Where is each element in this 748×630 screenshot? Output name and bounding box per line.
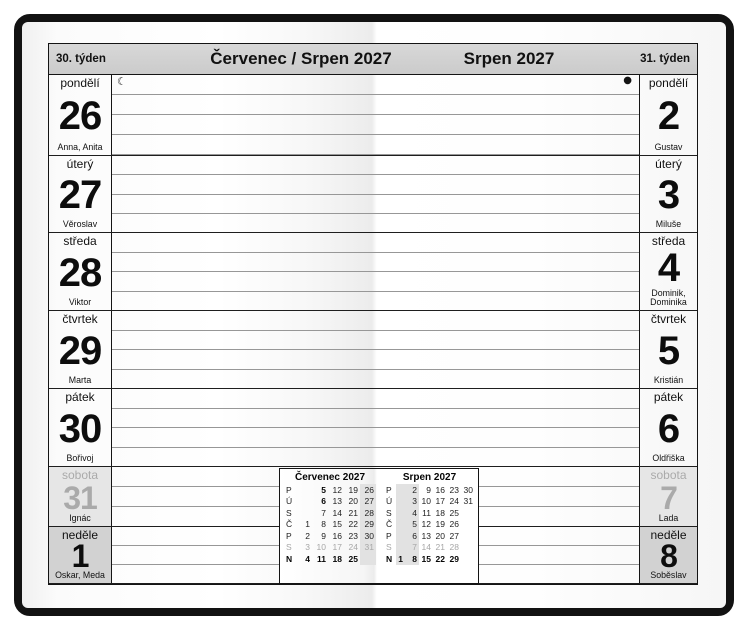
mini-calendar-date: 10 — [316, 542, 326, 552]
day-name-label: pátek — [65, 390, 95, 404]
weekday-abbrev: S — [386, 542, 392, 552]
note-line — [112, 350, 639, 370]
mini-calendars-box — [279, 468, 479, 584]
mini-calendar-date: 19 — [348, 484, 358, 495]
mini-calendar-week-row — [284, 484, 376, 496]
mini-calendar-date: 15 — [421, 553, 431, 564]
mini-calendar-week-row — [384, 507, 475, 519]
mini-calendar-week-row — [284, 519, 376, 531]
mini-calendar-date: 9 — [321, 530, 326, 541]
day-number: 29 — [58, 328, 102, 373]
mini-calendar-date: 30 — [360, 530, 376, 542]
mini-calendar-date: 28 — [449, 542, 459, 552]
mini-calendar-date: 9 — [426, 484, 431, 495]
mini-calendar-week-row — [384, 542, 475, 554]
name-day-label: Oldřiška — [652, 453, 685, 464]
mini-calendar-week-row — [384, 496, 475, 508]
mini-calendar-date: 12 — [332, 484, 342, 495]
day-number: 7 — [660, 480, 677, 517]
note-line — [112, 95, 639, 115]
mini-calendar-july — [280, 469, 380, 583]
mini-calendar-date: 5 — [321, 484, 326, 495]
name-day-label: Bořivoj — [66, 453, 94, 464]
day-cell-left-30 — [49, 389, 112, 466]
name-day-label: Kristián — [653, 375, 684, 386]
planner-content — [48, 43, 698, 585]
day-name-label: úterý — [655, 157, 682, 171]
mini-calendar-date: 4 — [305, 553, 310, 564]
mini-calendar-date: 27 — [360, 496, 376, 508]
mini-calendar-date: 31 — [360, 542, 376, 554]
note-line — [112, 115, 639, 135]
mini-calendar-date — [296, 496, 312, 508]
right-week-number: 31. týden — [640, 53, 690, 65]
mini-calendar-date: 2 — [305, 530, 310, 541]
mini-calendar-date: 19 — [435, 519, 445, 529]
day-cell-right-2 — [639, 75, 697, 155]
day-cell-right-8 — [639, 527, 697, 583]
day-name-label: pátek — [653, 390, 684, 404]
mini-calendar-date: 26 — [360, 484, 376, 496]
mini-calendar-date: 8 — [405, 553, 419, 565]
last-quarter-moon-icon: ☾ — [117, 75, 127, 88]
weekday-abbrev: N — [386, 553, 393, 564]
mini-calendar-date: 3 — [305, 542, 310, 552]
day-cell-right-3 — [639, 156, 697, 232]
name-day-label: Gustav — [654, 142, 683, 153]
note-line — [112, 253, 639, 273]
mini-calendar-date: 18 — [435, 507, 445, 518]
mini-calendar-date — [461, 519, 475, 531]
day-name-label: pondělí — [60, 76, 100, 90]
mini-calendar-date: 26 — [449, 519, 459, 529]
mini-calendar-date: 5 — [405, 519, 419, 531]
day-name-label: sobota — [61, 468, 99, 482]
name-day-label: Viktor — [68, 297, 92, 308]
weekday-abbrev: P — [286, 530, 292, 541]
note-line — [112, 389, 639, 409]
mini-calendar-week-row — [384, 484, 475, 496]
day-row-čtvrtek — [49, 311, 697, 389]
day-number: 27 — [58, 173, 102, 218]
note-line — [112, 175, 639, 194]
day-name-label: neděle — [650, 528, 687, 542]
mini-calendar-date — [296, 507, 312, 519]
weekday-abbrev: N — [286, 553, 293, 564]
planner-page — [22, 22, 726, 608]
note-line — [112, 331, 639, 351]
mini-calendar-date: 11 — [422, 507, 431, 518]
day-number: 1 — [71, 538, 89, 575]
mini-calendar-date: 29 — [449, 553, 459, 564]
day-row-středa — [49, 233, 697, 311]
mini-calendar-date: 22 — [348, 519, 358, 529]
day-grid — [48, 75, 698, 585]
mini-calendar-date — [396, 542, 405, 554]
note-line — [112, 428, 639, 448]
name-day-label: Lada — [658, 513, 679, 524]
mini-calendar-date — [461, 553, 475, 565]
mini-calendar-week-row — [284, 542, 376, 554]
day-cell-left-31 — [49, 467, 112, 526]
mini-calendar-date: 12 — [421, 519, 431, 529]
note-line — [112, 233, 639, 253]
mini-calendar-date: 23 — [348, 530, 358, 541]
mini-calendar-date: 13 — [332, 496, 342, 506]
mini-calendar-week-row — [284, 553, 376, 565]
mini-calendar-date: 17 — [435, 496, 445, 506]
mini-calendar-date: 23 — [449, 484, 459, 495]
day-number: 3 — [657, 173, 680, 218]
mini-calendar-date: 25 — [348, 553, 358, 564]
day-cell-left-29 — [49, 311, 112, 388]
name-day-label: Miluše — [655, 219, 682, 230]
mini-calendar-date: 13 — [421, 530, 431, 541]
notes-area — [112, 311, 639, 388]
left-week-number: 30. týden — [56, 53, 106, 65]
day-name-label: středa — [651, 234, 686, 248]
weekday-abbrev: P — [386, 484, 392, 495]
mini-calendar-date: 15 — [332, 519, 342, 529]
day-name-label: čtvrtek — [650, 312, 687, 326]
mini-calendar-date: 7 — [321, 507, 326, 518]
mini-calendar-date: 1 — [396, 553, 405, 565]
day-number: 6 — [657, 406, 680, 451]
weekday-abbrev: S — [386, 507, 392, 518]
name-day-label: Anna, Anita — [57, 142, 103, 153]
note-line — [112, 448, 639, 467]
right-page-title: Srpen 2027 — [463, 49, 555, 68]
mini-calendar-week-row — [284, 530, 376, 542]
day-cell-left-26 — [49, 75, 112, 155]
mini-calendar-date — [396, 507, 405, 519]
note-line — [112, 292, 639, 311]
planner-cover-frame — [14, 14, 734, 616]
mini-calendar-date — [396, 530, 405, 542]
note-line — [112, 156, 639, 175]
mini-calendar-date: 7 — [405, 542, 419, 554]
day-name-label: pondělí — [648, 76, 689, 90]
mini-calendar-date — [396, 496, 405, 508]
weekday-abbrev: S — [286, 542, 292, 552]
mini-calendar-date: 20 — [348, 496, 358, 506]
note-line — [112, 195, 639, 214]
day-cell-right-4 — [639, 233, 697, 310]
mini-calendar-date: 21 — [348, 507, 358, 518]
mini-calendar-date: 25 — [449, 507, 459, 518]
day-name-label: středa — [63, 234, 97, 248]
day-number: 2 — [657, 94, 680, 139]
note-line — [112, 214, 639, 232]
mini-calendar-date: 16 — [435, 484, 445, 495]
notes-area — [112, 233, 639, 310]
notes-area — [112, 75, 639, 155]
day-number: 4 — [657, 246, 680, 291]
note-line — [112, 272, 639, 292]
mini-calendar-date: 20 — [435, 530, 445, 541]
mini-calendar-date: 3 — [405, 496, 419, 508]
day-name-label: neděle — [61, 528, 99, 542]
day-number: 28 — [58, 250, 102, 295]
mini-calendar-date: 28 — [360, 507, 376, 519]
mini-calendar-week-row — [384, 530, 475, 542]
day-number: 8 — [660, 538, 677, 575]
mini-calendar-title: Srpen 2027 — [402, 472, 457, 483]
day-cell-right-5 — [639, 311, 697, 388]
mini-calendar-date — [461, 507, 475, 519]
mini-calendar-date: 22 — [435, 553, 445, 564]
day-number: 26 — [58, 94, 102, 139]
name-day-label: Soběslav — [650, 569, 687, 580]
mini-calendar-table — [284, 484, 376, 565]
day-row-pátek — [49, 389, 697, 467]
weekday-abbrev: Ú — [286, 496, 293, 506]
mini-calendar-week-row — [284, 496, 376, 508]
notes-area — [112, 389, 639, 466]
mini-calendar-date — [396, 484, 405, 496]
day-number: 5 — [657, 328, 680, 373]
name-day-label: Oskar, Meda — [55, 569, 105, 580]
mini-calendar-week-row — [384, 519, 475, 531]
weekday-abbrev: P — [286, 484, 292, 495]
mini-calendar-date: 24 — [449, 496, 459, 506]
notes-area — [112, 156, 639, 232]
note-line — [112, 409, 639, 429]
mini-calendar-date: 27 — [449, 530, 459, 541]
mini-calendar-week-row — [384, 553, 475, 565]
day-row-pondělí — [49, 75, 697, 156]
mini-calendar-date: 24 — [348, 542, 358, 552]
mini-calendar-august — [380, 469, 479, 583]
left-page-title: Červenec / Srpen 2027 — [210, 49, 392, 68]
day-cell-right-7 — [639, 467, 697, 526]
mini-calendar-date: 14 — [332, 507, 342, 518]
mini-calendar-date — [296, 484, 312, 496]
header-bar — [48, 43, 698, 75]
day-number: 30 — [58, 406, 102, 451]
mini-calendar-date: 30 — [463, 484, 473, 495]
mini-calendar-date: 18 — [332, 553, 342, 564]
day-cell-right-6 — [639, 389, 697, 466]
mini-calendar-date: 2 — [405, 484, 419, 496]
name-day-label: Ignác — [69, 513, 91, 524]
note-line — [112, 311, 639, 331]
mini-calendar-date: 4 — [405, 507, 419, 519]
note-line — [112, 370, 639, 389]
day-name-label: sobota — [650, 468, 687, 482]
mini-calendar-date: 29 — [360, 519, 376, 531]
day-name-label: čtvrtek — [62, 312, 98, 326]
mini-calendar-week-row — [284, 507, 376, 519]
day-cell-left-27 — [49, 156, 112, 232]
weekday-abbrev: Č — [386, 519, 393, 529]
mini-calendar-date — [360, 553, 376, 565]
day-cell-left-1 — [49, 527, 112, 583]
new-moon-icon: ● — [623, 75, 632, 86]
mini-calendar-date: 16 — [332, 530, 342, 541]
mini-calendar-date: 14 — [421, 542, 431, 552]
note-line — [112, 135, 639, 155]
weekday-abbrev: S — [286, 507, 292, 518]
note-line — [112, 75, 639, 95]
mini-calendar-date: 6 — [321, 496, 326, 506]
mini-calendar-date: 6 — [405, 530, 419, 542]
mini-calendar-title: Červenec 2027 — [294, 472, 366, 483]
mini-calendar-date — [461, 542, 475, 554]
name-day-label: Marta — [68, 375, 92, 386]
weekday-abbrev: Č — [286, 519, 293, 529]
mini-calendar-table — [384, 484, 475, 565]
day-number: 31 — [63, 480, 97, 517]
weekday-abbrev: P — [386, 530, 392, 541]
day-row-úterý — [49, 156, 697, 233]
mini-calendar-date: 11 — [317, 553, 326, 564]
mini-calendar-date: 10 — [421, 496, 431, 506]
mini-calendar-date: 31 — [463, 496, 473, 506]
name-day-label: Věroslav — [62, 219, 98, 230]
day-name-label: úterý — [66, 157, 94, 171]
mini-calendar-date — [461, 530, 475, 542]
mini-calendar-date: 21 — [435, 542, 445, 552]
mini-calendar-date: 17 — [332, 542, 342, 552]
mini-calendar-date: 1 — [305, 519, 310, 529]
mini-calendar-date — [396, 519, 405, 531]
mini-calendar-date: 8 — [321, 519, 326, 529]
weekday-abbrev: Ú — [386, 496, 393, 506]
name-day-label: Dominik, Dominika — [650, 287, 687, 308]
day-cell-left-28 — [49, 233, 112, 310]
